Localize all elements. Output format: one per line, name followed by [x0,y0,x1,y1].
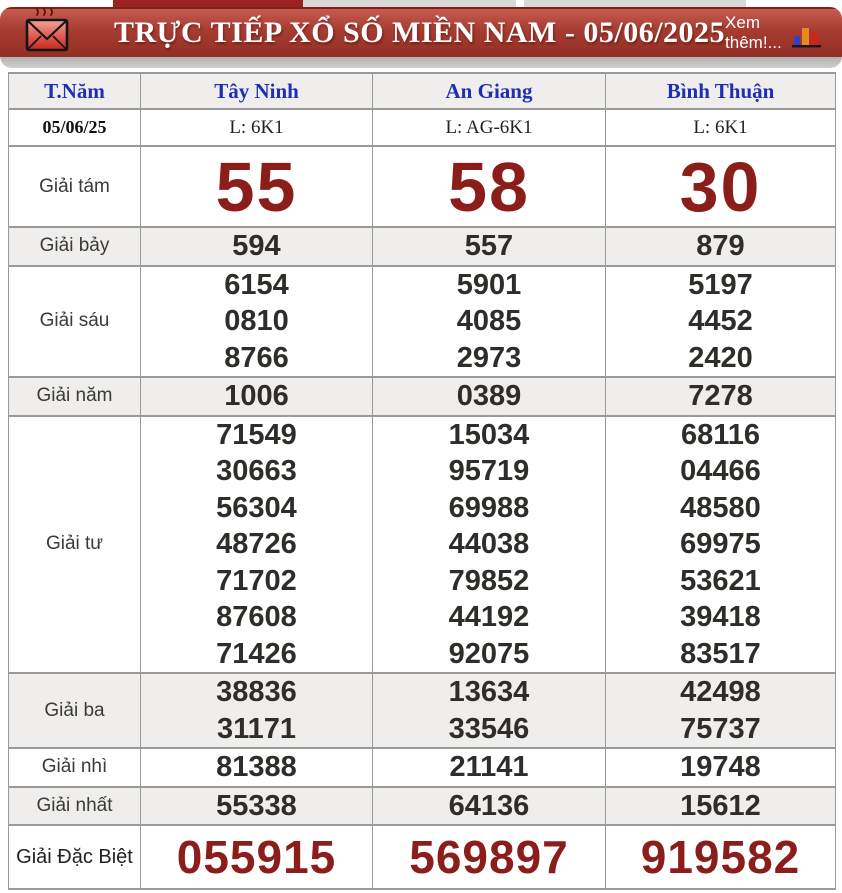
prize-label: Giải bảy [9,227,141,266]
prize-number: 48726 [216,528,297,560]
prize-number: 0389 [456,380,522,412]
prize-numbers-cell [373,673,606,748]
prize-numbers-cell [141,748,373,787]
prize-number: 2420 [688,341,753,374]
prize-number: 6154 [224,268,289,301]
prize-numbers-cell [141,787,373,826]
prize-number: 42498 [680,676,761,708]
table-header-row [9,73,836,109]
prize-number: 19748 [680,751,761,783]
prize-number: 56304 [216,491,297,524]
prize-number: 68116 [680,418,761,451]
prize-row [9,748,836,787]
prize-numbers-cell [606,227,836,266]
prize-number: 2973 [456,341,522,374]
prize-number: 13634 [448,676,530,708]
prize-numbers-cell [373,227,606,266]
prize-number: 5901 [456,268,522,301]
prize-numbers-cell [373,416,606,674]
prize-number: 87608 [216,601,297,633]
prize-numbers-cell [373,146,606,227]
draw-code: L: 6K1 [141,109,373,146]
prize-numbers-cell [373,266,606,378]
prize-label: Giải tư [9,416,141,674]
banner-shadow [0,57,842,68]
prize-numbers-cell [606,673,836,748]
prize-number: 38836 [216,676,297,708]
prize-numbers-cell [606,266,836,378]
prize-numbers-cell [141,673,373,748]
prize-numbers-cell [606,146,836,227]
draw-code: L: AG-6K1 [373,109,606,146]
prize-numbers-cell [606,377,836,416]
prize-row [9,416,836,674]
prize-numbers-cell [606,787,836,826]
prize-number: 15034 [448,418,530,451]
column-header-station[interactable]: Tây Ninh [141,73,373,109]
prize-label: Giải tám [9,146,141,227]
prize-label: Giải nhất [9,787,141,826]
prize-number: 4452 [688,305,753,337]
page-title: TRỰC TIẾP XỔ SỐ MIỀN NAM - 05/06/2025 [114,16,726,49]
prize-row [9,146,836,227]
prize-numbers-cell [373,377,606,416]
prize-number: 55338 [216,789,297,822]
prize-number: 71702 [216,564,297,597]
prize-numbers-cell [141,146,373,227]
prize-numbers-cell [373,787,606,826]
prize-numbers-cell [141,825,373,889]
prize-number: 1006 [224,380,289,412]
prize-number: 55 [215,147,298,226]
top-strip-segment [113,0,303,7]
prize-number: 30663 [216,455,297,487]
column-header-day[interactable]: T.Năm [9,73,141,109]
top-strip-segment [303,0,516,7]
prize-number: 055915 [176,831,337,883]
prize-row [9,787,836,826]
prize-number: 64136 [448,789,530,822]
prize-numbers-cell [373,825,606,889]
prize-number: 4085 [456,305,522,337]
prize-numbers-cell [606,416,836,674]
prize-numbers-cell [141,377,373,416]
prize-row [9,825,836,889]
prize-number: 15612 [680,789,761,822]
envelope-icon [24,7,70,60]
top-strip-segment [524,0,746,7]
prize-number: 569897 [409,831,569,883]
prize-row [9,673,836,748]
results-table [8,72,836,890]
prize-label: Giải Đặc Biệt [9,825,141,889]
prize-numbers-cell [606,748,836,787]
prize-numbers-cell [606,825,836,889]
prize-number: 83517 [680,637,761,670]
prize-number: 33546 [448,712,530,745]
prize-number: 7278 [688,380,753,412]
column-header-station[interactable]: An Giang [373,73,606,109]
prize-row [9,377,836,416]
prize-number: 594 [232,230,281,262]
prize-number: 919582 [640,831,801,883]
prize-number: 0810 [224,305,289,337]
draw-code: L: 6K1 [606,109,836,146]
prize-row [9,266,836,378]
prize-number: 44038 [448,528,530,560]
prize-number: 53621 [680,564,761,597]
prize-number: 79852 [448,564,530,597]
bar-chart-icon[interactable] [792,24,822,53]
prize-number: 557 [464,230,514,262]
prize-number: 48580 [680,491,761,524]
title-banner [0,7,842,68]
date-row [9,109,836,146]
prize-number: 879 [696,230,745,262]
prize-number: 69988 [448,491,530,524]
prize-number: 58 [448,147,530,226]
prize-label: Giải ba [9,673,141,748]
prize-number: 71549 [216,418,297,451]
prize-label: Giải nhì [9,748,141,787]
prize-number: 8766 [224,341,289,374]
prize-number: 69975 [680,528,761,560]
prize-number: 95719 [448,455,530,487]
prize-number: 04466 [680,455,761,487]
prize-label: Giải sáu [9,266,141,378]
prize-number: 71426 [216,637,297,670]
prize-row [9,227,836,266]
prize-numbers-cell [373,748,606,787]
prize-number: 21141 [449,751,529,783]
prize-numbers-cell [141,266,373,378]
prize-number: 5197 [688,268,753,301]
prize-numbers-cell [141,416,373,674]
prize-number: 75737 [680,712,761,745]
prize-number: 81388 [216,751,297,783]
prize-numbers-cell [141,227,373,266]
prize-number: 30 [679,147,762,226]
draw-date: 05/06/25 [9,109,141,146]
see-more-link[interactable]: Xem thêm!... [725,13,782,52]
prize-number: 44192 [448,601,530,633]
prize-label: Giải năm [9,377,141,416]
prize-number: 39418 [680,601,761,633]
prize-number: 31171 [216,712,297,745]
prize-number: 92075 [448,637,530,670]
top-edge-strip [0,0,842,7]
column-header-station[interactable]: Bình Thuận [606,73,836,109]
